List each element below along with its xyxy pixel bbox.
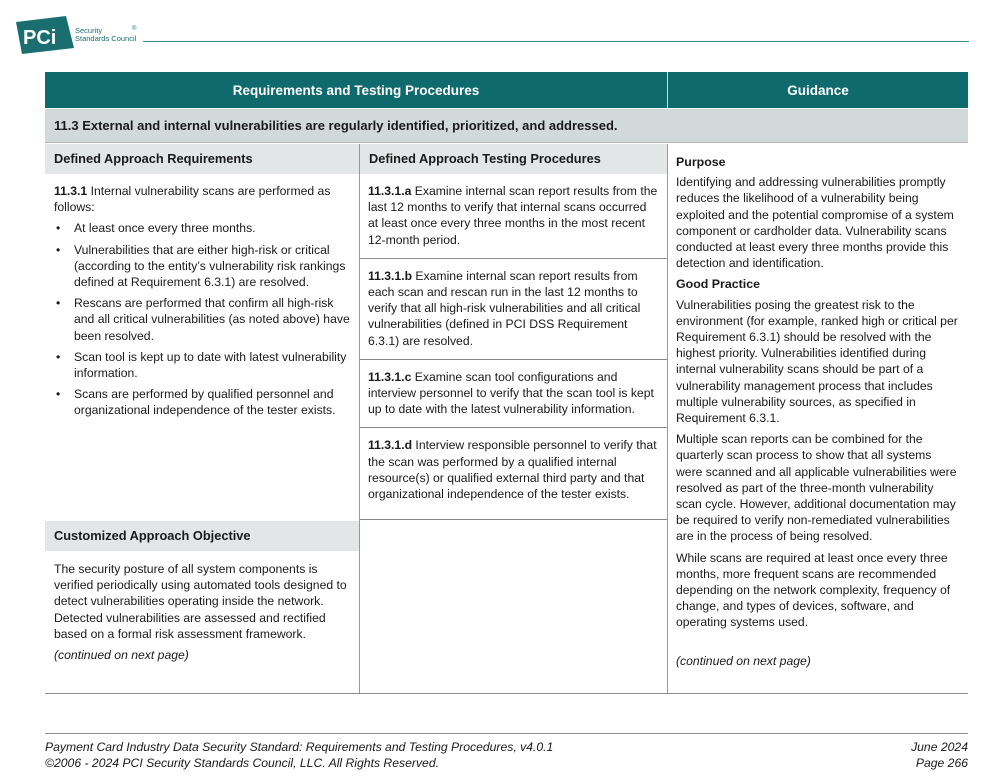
header-rule: [143, 41, 969, 42]
procedure-text: Examine internal scan report results from each scan and rescan run in the last 12 months to verify that all high-risk vulnerabilities and all critical vulnerabilities (defined in PCI DSS Requirement 6.3.1) are resolved.: [368, 268, 641, 348]
footer-right: [911, 740, 968, 771]
requirement-text: Internal vulnerability scans are performed as follows:: [54, 184, 331, 215]
bullet-item: • At least once every three months.: [54, 220, 350, 236]
section-title: 11.3 External and internal vulnerabilities are regularly identified, prioritized, and addressed.: [54, 118, 618, 133]
footer-document-title: Payment Card Industry Data Security Standard: Requirements and Testing Procedures, v4.0.1: [45, 740, 554, 754]
footer-copyright: ©2006 - 2024 PCI Security Standards Council, LLC. All Rights Reserved.: [45, 755, 439, 770]
continued-note: (continued on next page): [54, 648, 189, 663]
requirements-column: [45, 144, 359, 694]
testing-procedure-11-3-1-d: [360, 428, 667, 512]
continued-note: (continued on next page): [676, 653, 811, 668]
footer-date: June 2024: [911, 740, 968, 754]
logo-line-2: Standards Council: [75, 34, 137, 43]
footer-page-number: Page 266: [915, 755, 968, 770]
defined-approach-requirements-heading: Defined Approach Requirements: [45, 144, 359, 174]
testing-procedure-11-3-1-a: [360, 174, 667, 259]
page-header: [0, 0, 986, 60]
customized-approach-objective: [45, 561, 359, 663]
good-practice-heading: Good Practice: [676, 277, 761, 292]
svg-text:PCi: PCi: [23, 27, 57, 49]
logo-line-1: Security: [75, 26, 103, 35]
good-practice-paragraph: Vulnerabilities posing the greatest risk to the environment (for example, ranked high or critical per Requirement 6.3.1) should be resolved with the highest priority. Vulnerabilities identified during internal vulnerability scans should be part of a vulnerability management process that includes multiple vulnerability sources, as specified in Requirement 6.3.1.: [676, 297, 958, 426]
footer-rule: [45, 733, 968, 734]
testing-procedure-11-3-1-b: [360, 259, 667, 360]
requirement-id: 11.3.1: [54, 184, 88, 198]
testing-procedure-11-3-1-c: [360, 360, 667, 429]
bullet-item: • Scan tool is kept up to date with latest vulnerability information.: [54, 349, 350, 381]
table-bottom-border: [45, 693, 968, 694]
bullet-item: • Scans are performed by qualified personnel and organizational independence of the tester exists.: [54, 386, 350, 418]
pci-logo-icon: [16, 16, 74, 54]
procedure-id: 11.3.1.b: [368, 268, 413, 283]
purpose-text: Identifying and addressing vulnerabilities promptly reduces the likelihood of a vulnerability being exploited and the potential compromise of a system component or cardholder data. Vulnerability scans conducted at least every three months provide this detection and identification.: [676, 175, 954, 271]
guidance-column: [667, 144, 968, 694]
logo-text: [75, 27, 136, 43]
procedure-id: 11.3.1.c: [368, 369, 412, 384]
good-practice-paragraph: Multiple scan reports can be combined for the quarterly scan process to show that all systems were scanned and all applicable vulnerabilities were resolved as part of the three-month vulnerability scan cycle. However, additional documentation may be required to verify non-remediated vulnerabilities are in the process of being resolved.: [676, 432, 957, 544]
purpose-heading: Purpose: [676, 155, 726, 169]
procedure-text: Examine scan tool configurations and interview personnel to verify that the scan tool is kept up to date with the latest vulnerability information.: [368, 369, 654, 417]
table-header-row: [45, 72, 968, 108]
bullet-item: • Vulnerabilities that are either high-risk or critical (according to the entity’s vulnerability risk rankings defined at Requirement 6.3.1) are resolved.: [54, 242, 350, 291]
header-requirements-testing: Requirements and Testing Procedures: [232, 82, 480, 98]
empty-cell: [360, 519, 668, 694]
header-guidance: Guidance: [787, 82, 849, 98]
registered-mark: ®: [132, 26, 137, 32]
section-row: [45, 109, 968, 143]
defined-approach-testing-heading: Defined Approach Testing Procedures: [360, 144, 667, 174]
procedure-text: Examine internal scan report results from the last 12 months to verify that internal scans occurred at least once every three months in the most recent 12-month period.: [368, 184, 658, 247]
requirement-11-3-1: [45, 174, 359, 419]
testing-procedures-column: [359, 144, 667, 694]
guidance-content: [668, 144, 968, 669]
requirement-bullets: [54, 220, 350, 418]
cao-text: The security posture of all system components is verified periodically using automated tools designed to detect vulnerabilities operating inside the network. Detected vulnerabilities are assessed and rectified based on a formal risk assessment framework.: [54, 562, 347, 641]
procedure-id: 11.3.1.a: [368, 184, 412, 198]
procedure-id: 11.3.1.d: [368, 438, 413, 453]
bullet-item: • Rescans are performed that confirm all high-risk and all critical vulnerabilities (as noted above) have been resolved.: [54, 295, 350, 344]
customized-approach-objective-heading: Customized Approach Objective: [45, 521, 359, 551]
procedure-text: Interview responsible personnel to verify that the scan was performed by a qualified internal resource(s) or qualified external third party and that organizational independence of the tester exists.: [368, 438, 657, 502]
good-practice-paragraph: While scans are required at least once every three months, more frequent scans are recommended depending on the network complexity, frequency of change, and types of devices, software, and operating systems used.: [676, 550, 951, 630]
footer-left: [45, 740, 553, 771]
